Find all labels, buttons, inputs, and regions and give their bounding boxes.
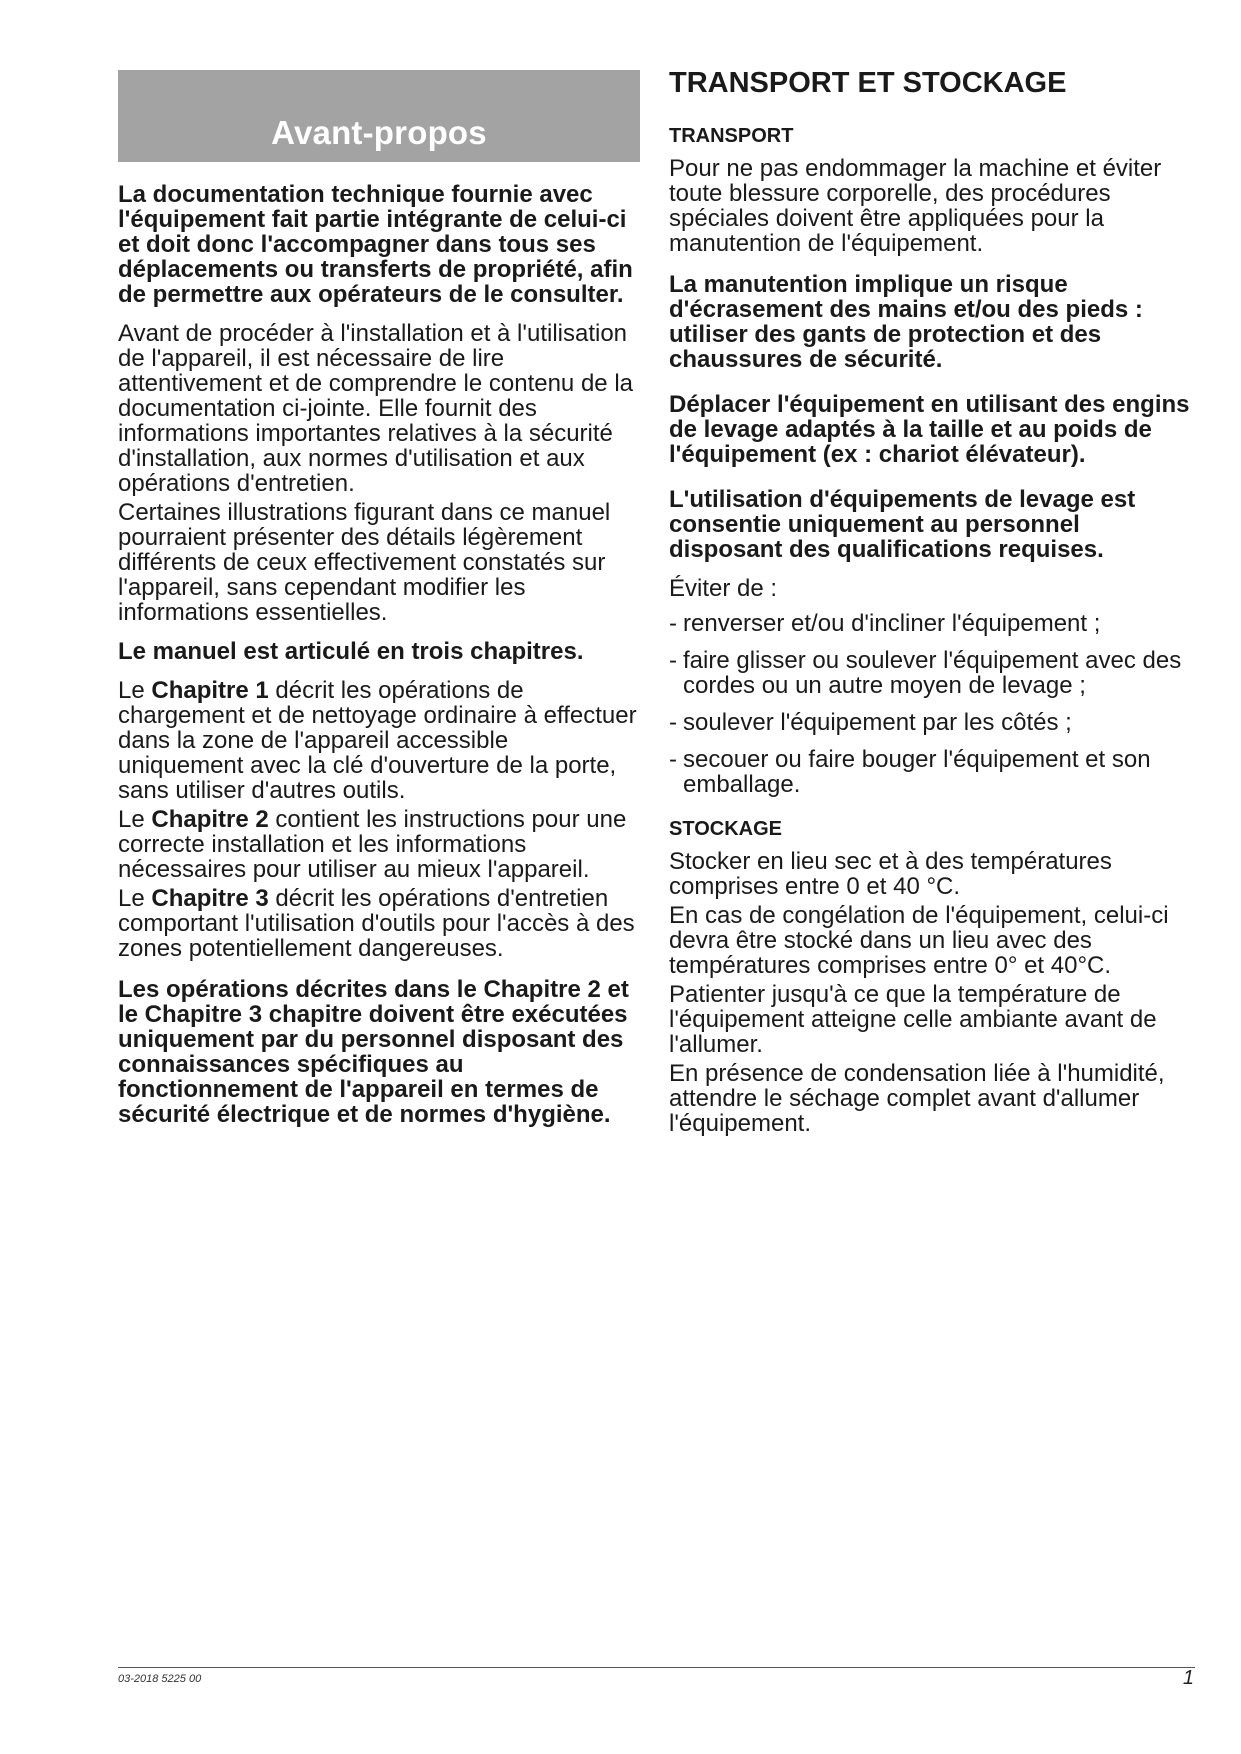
intro-bold-paragraph: La documentation technique fournie avec l'équipement fait partie intégrante de celui-ci et doit donc l'accompagner dans tous ses déplacements ou transferts de propriété, afin de permettre aux opérateurs de le consulter. xyxy=(118,181,633,308)
list-item: - secouer ou faire bouger l'équipement et son emballage. xyxy=(669,747,1194,797)
footer-doc-code: 03-2018 5225 00 xyxy=(118,1673,202,1685)
avoid-intro: Éviter de : xyxy=(669,575,778,602)
storage-paragraph-2: En cas de congélation de l'équipement, celui-ci devra être stocké dans un lieu avec des températures comprises entre 0° et 40°C. xyxy=(669,902,1169,979)
chapter-1-label: Chapitre 1 xyxy=(151,677,269,704)
avoid-list xyxy=(669,611,1194,797)
chapter-2-label: Chapitre 2 xyxy=(151,806,269,833)
paragraph-illustrations: Certaines illustrations figurant dans ce manuel pourraient présenter des détails légèrement différents de ceux effectivement constatés sur l'appareil, sans cependant modifier les informations essentielles. xyxy=(118,499,611,626)
transport-storage-title: TRANSPORT ET STOCKAGE xyxy=(669,67,1067,99)
section-title-box xyxy=(118,70,640,162)
storage-paragraph-3: Patienter jusqu'à ce que la température de l'équipement atteigne celle ambiante avant de l'allumer. xyxy=(669,981,1157,1058)
storage-paragraph-4: En présence de condensation liée à l'humidité, attendre le séchage complet avant d'allumer l'équipement. xyxy=(669,1060,1165,1137)
chapter-1-paragraph: Le Chapitre 1 décrit les opérations de chargement et de nettoyage ordinaire à effectuer dans la zone de l'appareil accessible uniquement avec la clé d'ouverture de la porte, sans utiliser d'autres outils. xyxy=(118,677,637,804)
storage-paragraph-1: Stocker en lieu sec et à des températures comprises entre 0 et 40 °C. xyxy=(669,848,1112,900)
safety-warning-lifting: Déplacer l'équipement en utilisant des engins de levage adaptés à la taille et au poids de l'équipement (ex : chariot élévateur). xyxy=(669,391,1190,468)
footer-divider xyxy=(118,1667,1195,1668)
chapter-3-label: Chapitre 3 xyxy=(151,885,269,912)
chapter-2-paragraph: Le Chapitre 2 contient les instructions pour une correcte installation et les informations nécessaires pour utiliser au mieux l'appareil. xyxy=(118,806,627,883)
chapters-heading: Le manuel est articulé en trois chapitres. xyxy=(118,638,584,665)
section-title: Avant-propos xyxy=(271,114,487,151)
safety-warning-hands: La manutention implique un risque d'écrasement des mains et/ou des pieds : utiliser des gants de protection et des chaussures de sécurité. xyxy=(669,271,1143,373)
page-number: 1 xyxy=(1182,1667,1194,1689)
transport-paragraph: Pour ne pas endommager la machine et éviter toute blessure corporelle, des procédures spéciales doivent être appliquées pour la manutention de l'équipement. xyxy=(669,155,1162,257)
list-item: - soulever l'équipement par les côtés ; xyxy=(669,710,1194,735)
warning-bold-paragraph: Les opérations décrites dans le Chapitre 2 et le Chapitre 3 chapitre doivent être exécutées uniquement par du personnel disposant des connaissances spécifiques au fonctionnement de l'appareil en termes de sécurité électrique et de normes d'hygiène. xyxy=(118,976,629,1128)
right-column xyxy=(669,64,1194,1136)
paragraph-installation: Avant de procéder à l'installation et à l'utilisation de l'appareil, il est nécessaire de lire attentivement et de comprendre le contenu de la documentation ci-jointe. Elle fournit des informations importantes relatives à la sécurité d'installation, aux normes d'utilisation et aux opérations d'entretien. xyxy=(118,320,633,497)
list-item: - renverser et/ou d'incliner l'équipement ; xyxy=(669,611,1194,636)
left-column xyxy=(118,70,640,1127)
chapter-3-paragraph: Le Chapitre 3 décrit les opérations d'entretien comportant l'utilisation d'outils pour l'accès à des zones potentiellement dangereuses. xyxy=(118,885,635,962)
transport-heading: TRANSPORT xyxy=(669,125,794,147)
list-item: - faire glisser ou soulever l'équipement avec des cordes ou un autre moyen de levage ; xyxy=(669,648,1194,698)
storage-heading: STOCKAGE xyxy=(669,818,782,840)
safety-warning-personnel: L'utilisation d'équipements de levage est consentie uniquement au personnel disposant des qualifications requises. xyxy=(669,486,1136,563)
